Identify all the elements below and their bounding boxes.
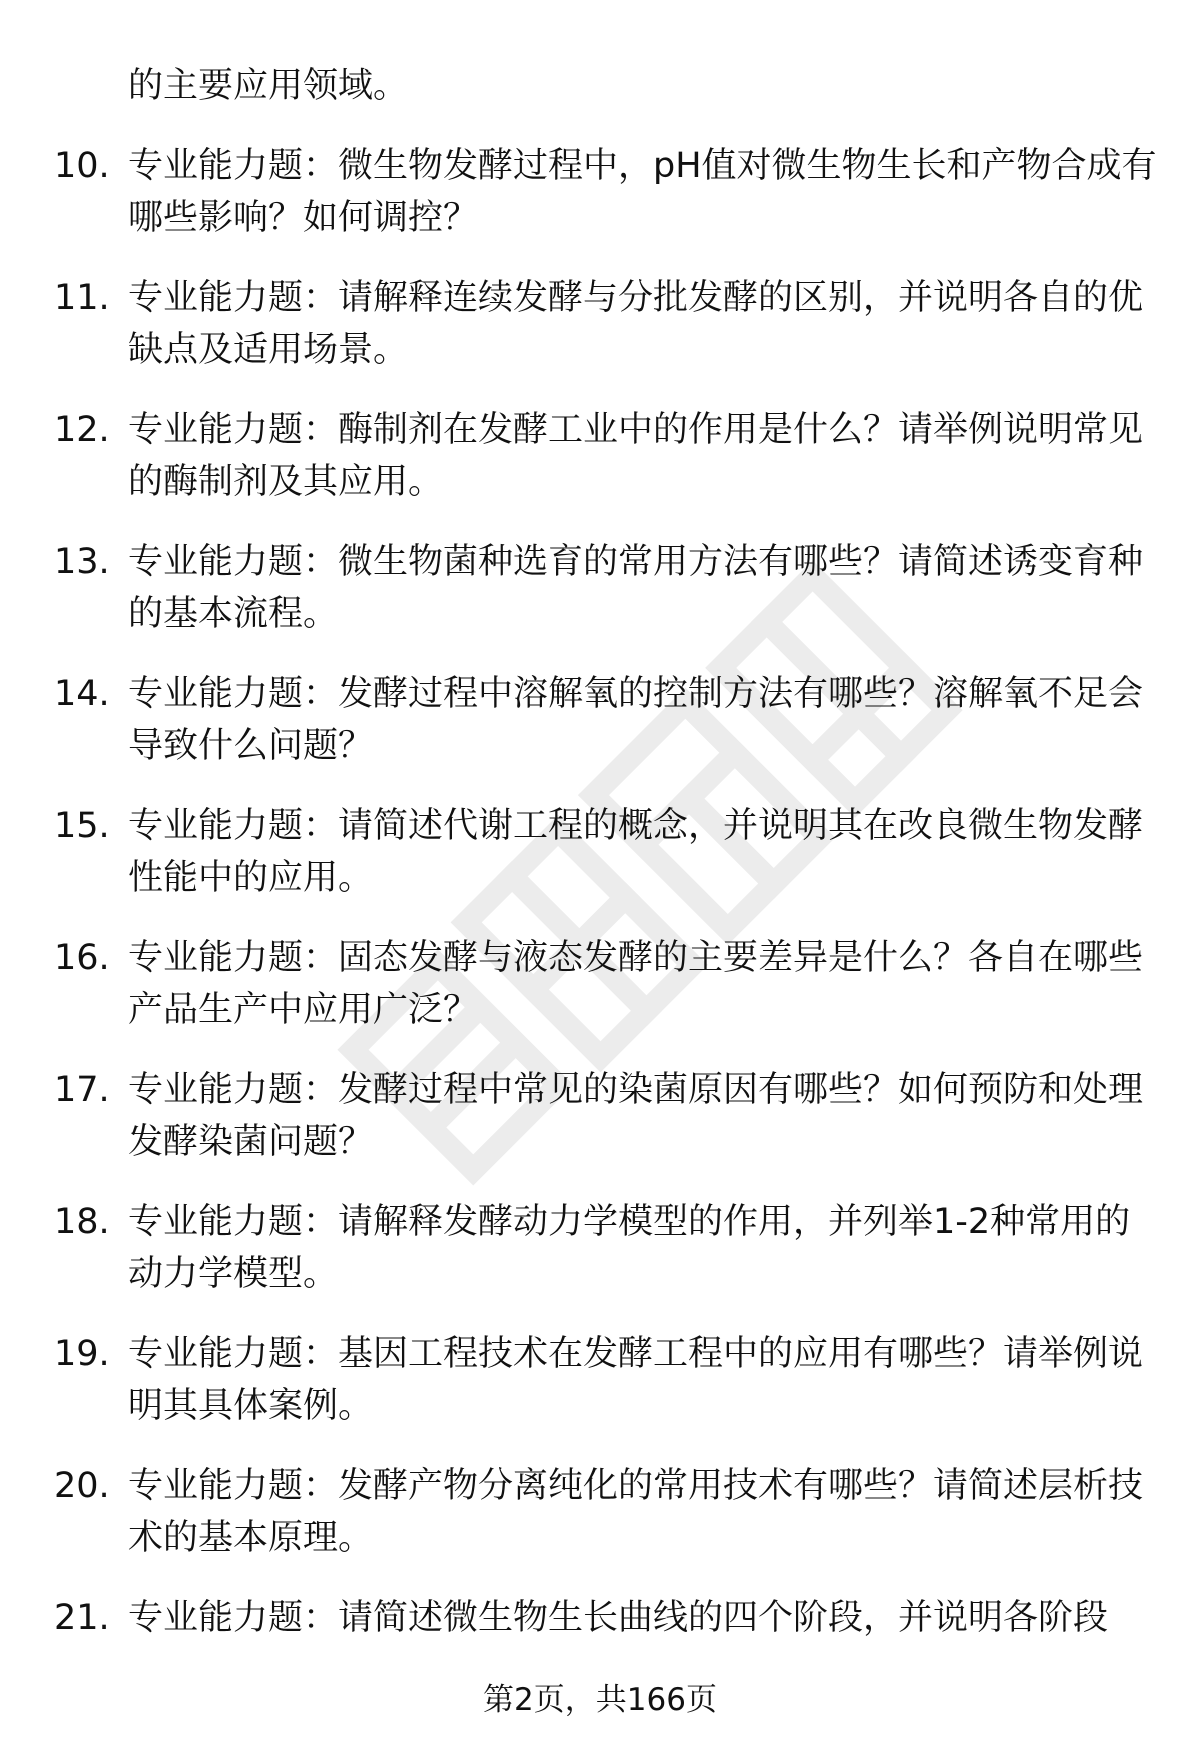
question-number: 11.: [54, 278, 110, 318]
question-item: [0, 404, 1200, 536]
page-footer: 第2页，共166页: [483, 1682, 717, 1718]
question-text: 专业能力题：微生物发酵过程中，pH值对微生物生长和产物合成有哪些影响？如何调控？: [128, 146, 1157, 238]
question-number: 21.: [54, 1598, 110, 1638]
question-item: [0, 1460, 1200, 1592]
question-text: 专业能力题：发酵过程中溶解氧的控制方法有哪些？溶解氧不足会导致什么问题？: [128, 674, 1144, 766]
question-item: [0, 536, 1200, 668]
question-item: [0, 800, 1200, 932]
question-text: 专业能力题：酶制剂在发酵工业中的作用是什么？请举例说明常见的酶制剂及其应用。: [128, 410, 1144, 502]
question-number: 20.: [54, 1466, 110, 1506]
question-number: 10.: [54, 146, 110, 186]
question-text: 专业能力题：发酵过程中常见的染菌原因有哪些？如何预防和处理发酵染菌问题？: [128, 1070, 1144, 1162]
question-text: 专业能力题：请简述代谢工程的概念，并说明其在改良微生物发酵性能中的应用。: [128, 806, 1144, 898]
question-number: 18.: [54, 1202, 110, 1242]
question-item: [0, 272, 1200, 404]
question-item: [0, 1196, 1200, 1328]
question-item: [0, 1328, 1200, 1460]
question-item: [0, 1064, 1200, 1196]
question-text: 专业能力题：请解释连续发酵与分批发酵的区别，并说明各自的优缺点及适用场景。: [128, 278, 1144, 370]
question-text: 专业能力题：固态发酵与液态发酵的主要差异是什么？各自在哪些产品生产中应用广泛？: [128, 938, 1144, 1030]
question-number: 14.: [54, 674, 110, 714]
question-number: 19.: [54, 1334, 110, 1374]
question-number: 12.: [54, 410, 110, 450]
question-list: [0, 140, 1200, 1724]
question-number: 16.: [54, 938, 110, 978]
question-text: 专业能力题：基因工程技术在发酵工程中的应用有哪些？请举例说明其具体案例。: [128, 1334, 1144, 1426]
question-number: 17.: [54, 1070, 110, 1110]
continuation-line: 的主要应用领域。: [128, 66, 409, 106]
question-number: 15.: [54, 806, 110, 846]
question-text: 专业能力题：微生物菌种选育的常用方法有哪些？请简述诱变育种的基本流程。: [128, 542, 1144, 634]
question-text: 专业能力题：请解释发酵动力学模型的作用，并列举1-2种常用的动力学模型。: [128, 1202, 1131, 1294]
question-item: [0, 668, 1200, 800]
question-number: 13.: [54, 542, 110, 582]
question-text: 专业能力题：请简述微生物生长曲线的四个阶段，并说明各阶段: [128, 1598, 1109, 1638]
question-text: 专业能力题：发酵产物分离纯化的常用技术有哪些？请简述层析技术的基本原理。: [128, 1466, 1144, 1558]
question-item: [0, 932, 1200, 1064]
question-item: [0, 140, 1200, 272]
